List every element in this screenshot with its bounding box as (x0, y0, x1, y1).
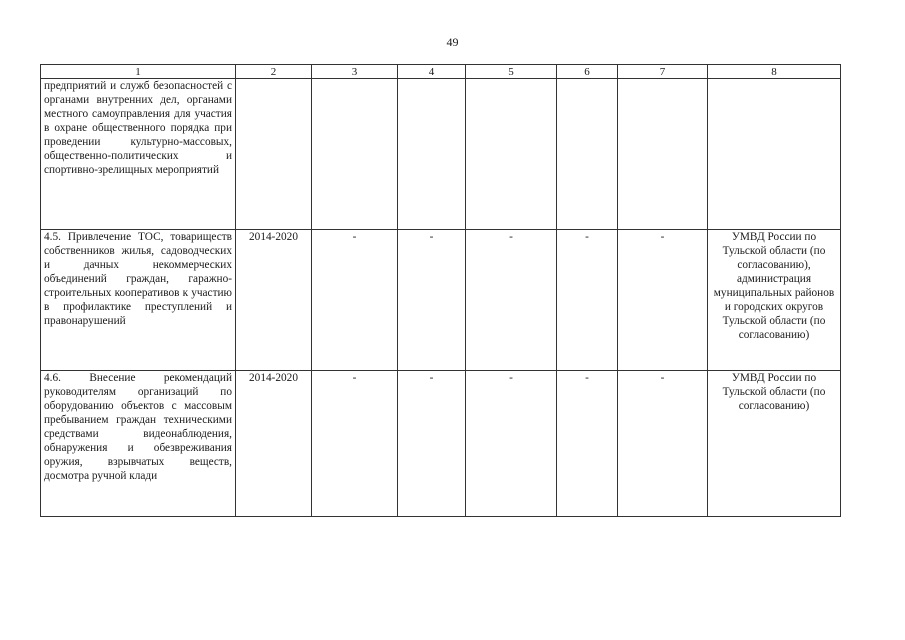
cell-col-7 (618, 79, 708, 230)
cell-col-3: - (312, 230, 398, 371)
column-header-4: 4 (398, 65, 466, 79)
cell-col-7: - (618, 371, 708, 517)
page-number: 49 (446, 35, 459, 49)
measure-executor: УМВД России по Тульской области (по согласованию) (708, 371, 841, 517)
measure-description: 4.6. Внесение рекомендаций руководителям организаций по оборудованию объектов с массовым пребыванием граждан техническими средствами видеонаблюдения, обнаружения и обезвреживания оружия, взрывчатых веществ, досмотра ручной клади (41, 371, 236, 517)
cell-col-4: - (398, 371, 466, 517)
cell-col-3: - (312, 371, 398, 517)
cell-col-6 (557, 79, 618, 230)
column-header-2: 2 (236, 65, 312, 79)
column-header-6: 6 (557, 65, 618, 79)
column-header-3: 3 (312, 65, 398, 79)
cell-col-5: - (466, 371, 557, 517)
table-row (41, 371, 841, 517)
cell-col-6: - (557, 230, 618, 371)
cell-col-4 (398, 79, 466, 230)
cell-col-6: - (557, 371, 618, 517)
column-header-7: 7 (618, 65, 708, 79)
measure-period: 2014-2020 (236, 230, 312, 371)
measure-executor (708, 79, 841, 230)
cell-col-3 (312, 79, 398, 230)
cell-col-4: - (398, 230, 466, 371)
cell-col-7: - (618, 230, 708, 371)
header-row (41, 65, 841, 79)
cell-col-5 (466, 79, 557, 230)
table-row (41, 230, 841, 371)
measures-table (40, 64, 841, 517)
column-header-8: 8 (708, 65, 841, 79)
measure-executor: УМВД России по Тульской области (по согласованию), администрация муниципальных районов и городских округов Тульской области (по согласованию) (708, 230, 841, 371)
measure-description: 4.5. Привлечение ТОС, товариществ собственников жилья, садоводческих и дачных некоммерческих объединений граждан, гаражно-строительных кооперативов к участию в профилактике преступлений и правонарушений (41, 230, 236, 371)
column-header-5: 5 (466, 65, 557, 79)
measure-period: 2014-2020 (236, 371, 312, 517)
table-row (41, 79, 841, 230)
column-header-1: 1 (41, 65, 236, 79)
measure-period (236, 79, 312, 230)
measure-description: предприятий и служб безопасностей с органами внутренних дел, органами местного самоуправления для участия в охране общественного порядка при проведении культурно-массовых, общественно-политических и спортивно-зрелищных мероприятий (41, 79, 236, 230)
cell-col-5: - (466, 230, 557, 371)
